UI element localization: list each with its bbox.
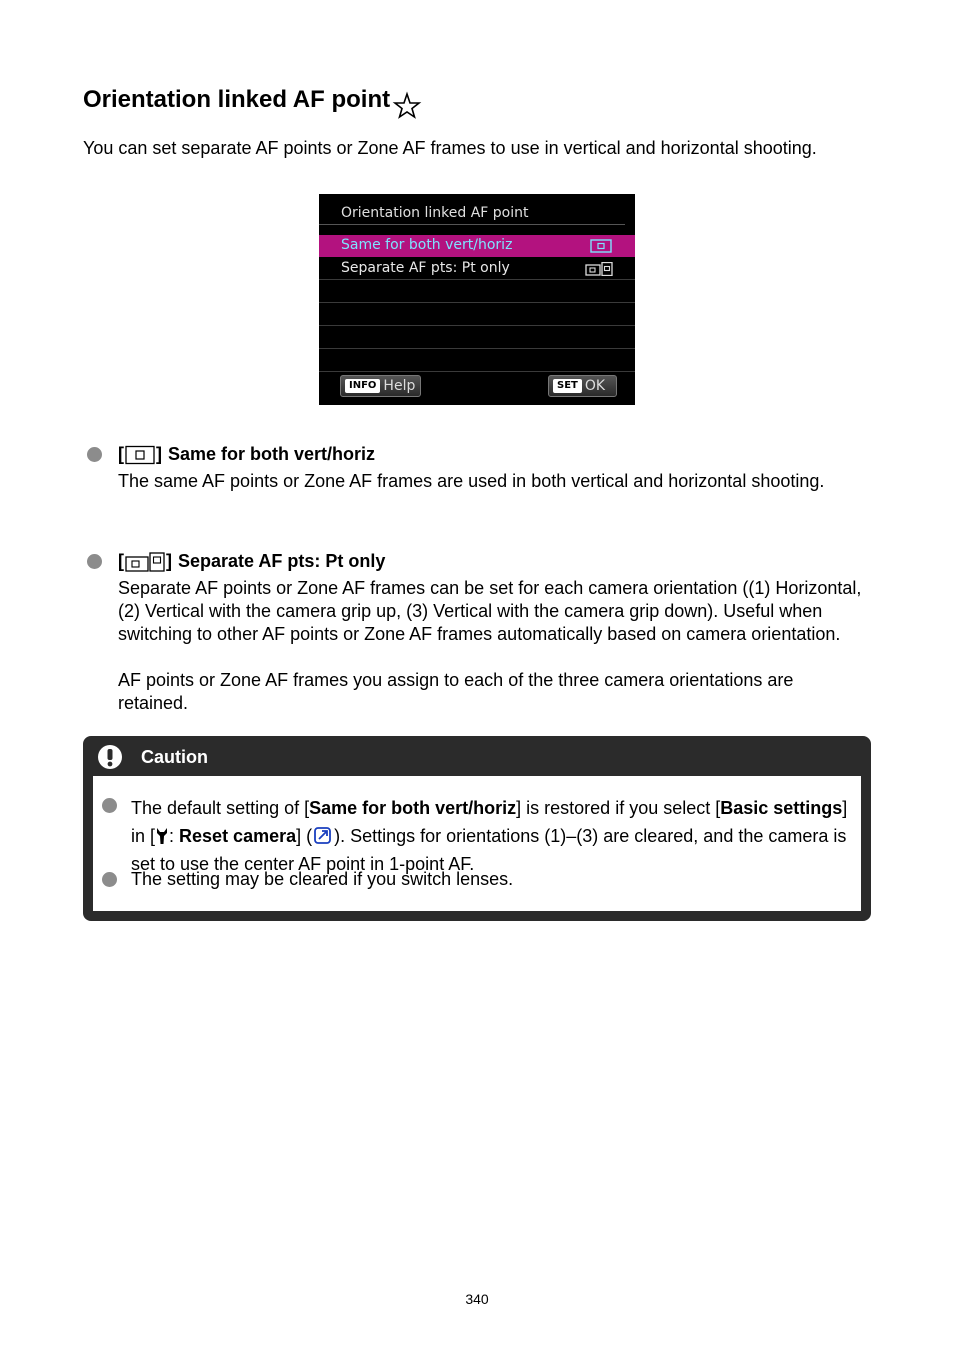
- intro-text: You can set separate AF points or Zone AF frames to use in vertical and horizontal shooting.: [83, 138, 817, 158]
- text-run: ] in [: [131, 798, 848, 846]
- camera-help-button[interactable]: [340, 375, 421, 397]
- bracket-open: [: [118, 551, 124, 571]
- divider: [319, 224, 625, 225]
- camera-option-separate[interactable]: [319, 258, 635, 280]
- text-run: ] is restored if you select [: [516, 798, 721, 818]
- single-frame-icon: [124, 445, 156, 465]
- caution-content: [93, 776, 861, 911]
- camera-empty-row: [319, 327, 635, 349]
- camera-button-bar: [319, 369, 635, 405]
- caution-title: Caution: [141, 746, 208, 767]
- dual-frame-icon: [585, 262, 613, 276]
- page-number: 340: [465, 1291, 489, 1307]
- bracket-open: [: [118, 444, 124, 464]
- dual-frame-icon: [124, 552, 166, 572]
- caution-header: [97, 744, 208, 770]
- bold-run: Reset camera: [179, 826, 297, 846]
- camera-option-label: Same for both vert/horiz: [341, 237, 513, 253]
- text-run: ] (: [296, 826, 313, 846]
- camera-empty-row: [319, 304, 635, 326]
- info-tag: INFO: [345, 379, 380, 393]
- page-title: [83, 86, 422, 114]
- caution-text: [131, 794, 851, 878]
- bullet-icon: [102, 872, 117, 887]
- camera-option-label: Separate AF pts: Pt only: [341, 260, 510, 276]
- text-run: ). Settings for orientations (1)–(3) are cleared, and the camera is set to use the center AF point in 1-point AF.: [131, 826, 847, 874]
- set-tag: SET: [553, 379, 582, 393]
- item-heading-text: Same for both vert/horiz: [168, 444, 376, 464]
- camera-empty-row: [319, 281, 635, 303]
- wrench-icon: [155, 827, 169, 845]
- text-run: The default setting of [: [131, 798, 310, 818]
- item-body: Separate AF points or Zone AF frames can be set for each camera orientation ((1) Horizontal, (2) Vertical with the camera grip up, (3) Vertical with the camera grip down). Useful when switching to other AF points or Zone AF frames automatically based on camera orientation.: [118, 578, 862, 644]
- text-run: :: [169, 826, 180, 846]
- single-frame-icon: [585, 239, 613, 253]
- bold-run: Basic settings: [720, 798, 843, 818]
- item-body: AF points or Zone AF frames you assign to each of the three camera orientations are retained.: [118, 670, 794, 713]
- page-title-text: Orientation linked AF point: [83, 86, 391, 113]
- bold-run: Same for both vert/horiz: [309, 798, 517, 818]
- ok-label: OK: [584, 378, 606, 394]
- camera-menu-screen: [319, 194, 635, 405]
- bullet-icon: [87, 447, 102, 462]
- item-heading-text: Separate AF pts: Pt only: [178, 551, 386, 571]
- item-heading: [118, 551, 385, 572]
- camera-ok-button[interactable]: [548, 375, 617, 397]
- item-heading: [118, 444, 375, 465]
- bracket-close: ]: [156, 444, 162, 464]
- camera-menu-title: Orientation linked AF point: [341, 205, 529, 221]
- star-icon: [392, 90, 422, 120]
- help-label: Help: [383, 378, 416, 394]
- caution-text: The setting may be cleared if you switch lenses.: [131, 869, 514, 889]
- warning-icon: [97, 744, 123, 770]
- link-page-icon[interactable]: [312, 825, 334, 847]
- bullet-icon: [87, 554, 102, 569]
- item-body: The same AF points or Zone AF frames are used in both vertical and horizontal shooting.: [118, 471, 825, 491]
- camera-option-same[interactable]: [319, 235, 635, 257]
- bullet-icon: [102, 798, 117, 813]
- caution-box: [83, 736, 871, 921]
- bracket-close: ]: [166, 551, 172, 571]
